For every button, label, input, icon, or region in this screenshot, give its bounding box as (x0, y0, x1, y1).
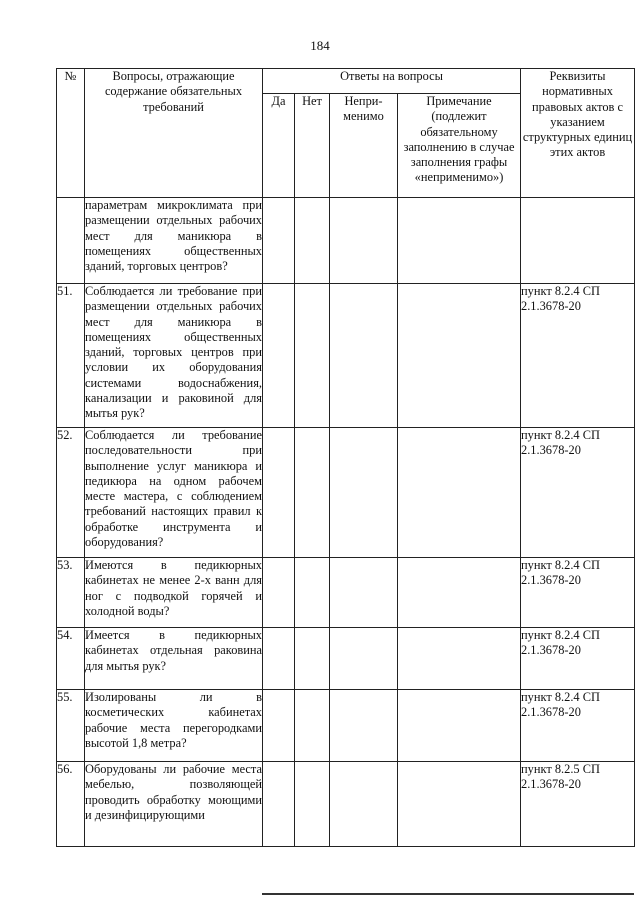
table-row (57, 558, 635, 628)
row-number: 51. (57, 284, 85, 428)
checklist-table (56, 68, 635, 847)
row-requisites: пункт 8.2.4 СП 2.1.3678-20 (521, 690, 635, 762)
answer-na-cell[interactable] (330, 762, 398, 847)
answer-note-cell[interactable] (398, 284, 521, 428)
row-number: 56. (57, 762, 85, 847)
row-requisites: пункт 8.2.4 СП 2.1.3678-20 (521, 628, 635, 690)
answer-yes-cell[interactable] (263, 762, 295, 847)
answer-yes-cell[interactable] (263, 690, 295, 762)
answer-no-cell[interactable] (295, 284, 330, 428)
row-number: 55. (57, 690, 85, 762)
header-yes: Да (263, 94, 295, 198)
answer-no-cell[interactable] (295, 428, 330, 558)
table-row (57, 428, 635, 558)
header-note: Примечание (подлежит обязательному заполнению в случае заполнения графы «неприменимо») (398, 94, 521, 198)
row-number (57, 198, 85, 284)
answer-yes-cell[interactable] (263, 284, 295, 428)
answer-note-cell[interactable] (398, 690, 521, 762)
row-requisites: пункт 8.2.4 СП 2.1.3678-20 (521, 558, 635, 628)
row-question: Имеется в педикюрных кабинетах отдельная раковина для мытья рук? (85, 628, 263, 690)
answer-no-cell[interactable] (295, 198, 330, 284)
header-num: № (57, 69, 85, 198)
row-requisites (521, 198, 635, 284)
answer-na-cell[interactable] (330, 690, 398, 762)
answer-na-cell[interactable] (330, 558, 398, 628)
answer-no-cell[interactable] (295, 628, 330, 690)
page-bottom-rule (262, 893, 634, 895)
row-requisites: пункт 8.2.5 СП 2.1.3678-20 (521, 762, 635, 847)
answer-na-cell[interactable] (330, 628, 398, 690)
table-row (57, 690, 635, 762)
header-question: Вопросы, отражающие содержание обязательных требований (85, 69, 263, 198)
header-row (57, 69, 635, 94)
row-question: Соблюдается ли требование при размещении отдельных рабочих мест для маникюра в помещениях общественных зданий, торговых центров при условии их оборудования системами водоснабжения, канализации и раковиной для мытья рук? (85, 284, 263, 428)
answer-note-cell[interactable] (398, 198, 521, 284)
answer-no-cell[interactable] (295, 558, 330, 628)
row-question: Соблюдается ли требование последовательности при выполнение услуг маникюра и педикюра на одном рабочем месте мастера, с соблюдением требований настоящих правил к обработке инструмента и оборудования? (85, 428, 263, 558)
table-row (57, 284, 635, 428)
answer-yes-cell[interactable] (263, 198, 295, 284)
row-question: параметрам микроклимата при размещении отдельных рабочих мест для маникюра в помещениях общественных зданий, торговых центров? (85, 198, 263, 284)
answer-na-cell[interactable] (330, 428, 398, 558)
header-na: Непри-менимо (330, 94, 398, 198)
header-no: Нет (295, 94, 330, 198)
row-number: 53. (57, 558, 85, 628)
row-question: Оборудованы ли рабочие места мебелью, позволяющей проводить обработку моющими и дезинфицирующими (85, 762, 263, 847)
answer-no-cell[interactable] (295, 690, 330, 762)
row-question: Имеются в педикюрных кабинетах не менее 2-х ванн для ног с подводкой горячей и холодной воды? (85, 558, 263, 628)
answer-note-cell[interactable] (398, 558, 521, 628)
row-question: Изолированы ли в косметических кабинетах рабочие места перегородками высотой 1,8 метра? (85, 690, 263, 762)
row-number: 52. (57, 428, 85, 558)
header-answers: Ответы на вопросы (263, 69, 521, 94)
answer-no-cell[interactable] (295, 762, 330, 847)
answer-yes-cell[interactable] (263, 628, 295, 690)
table-row (57, 198, 635, 284)
answer-note-cell[interactable] (398, 428, 521, 558)
answer-na-cell[interactable] (330, 198, 398, 284)
answer-yes-cell[interactable] (263, 558, 295, 628)
table-row (57, 762, 635, 847)
row-requisites: пункт 8.2.4 СП 2.1.3678-20 (521, 428, 635, 558)
answer-yes-cell[interactable] (263, 428, 295, 558)
row-requisites: пункт 8.2.4 СП 2.1.3678-20 (521, 284, 635, 428)
page-number: 184 (310, 38, 330, 53)
row-number: 54. (57, 628, 85, 690)
answer-na-cell[interactable] (330, 284, 398, 428)
answer-note-cell[interactable] (398, 628, 521, 690)
table-row (57, 628, 635, 690)
header-requisites: Реквизиты нормативных правовых актов с указанием структурных единиц этих актов (521, 69, 635, 198)
answer-note-cell[interactable] (398, 762, 521, 847)
